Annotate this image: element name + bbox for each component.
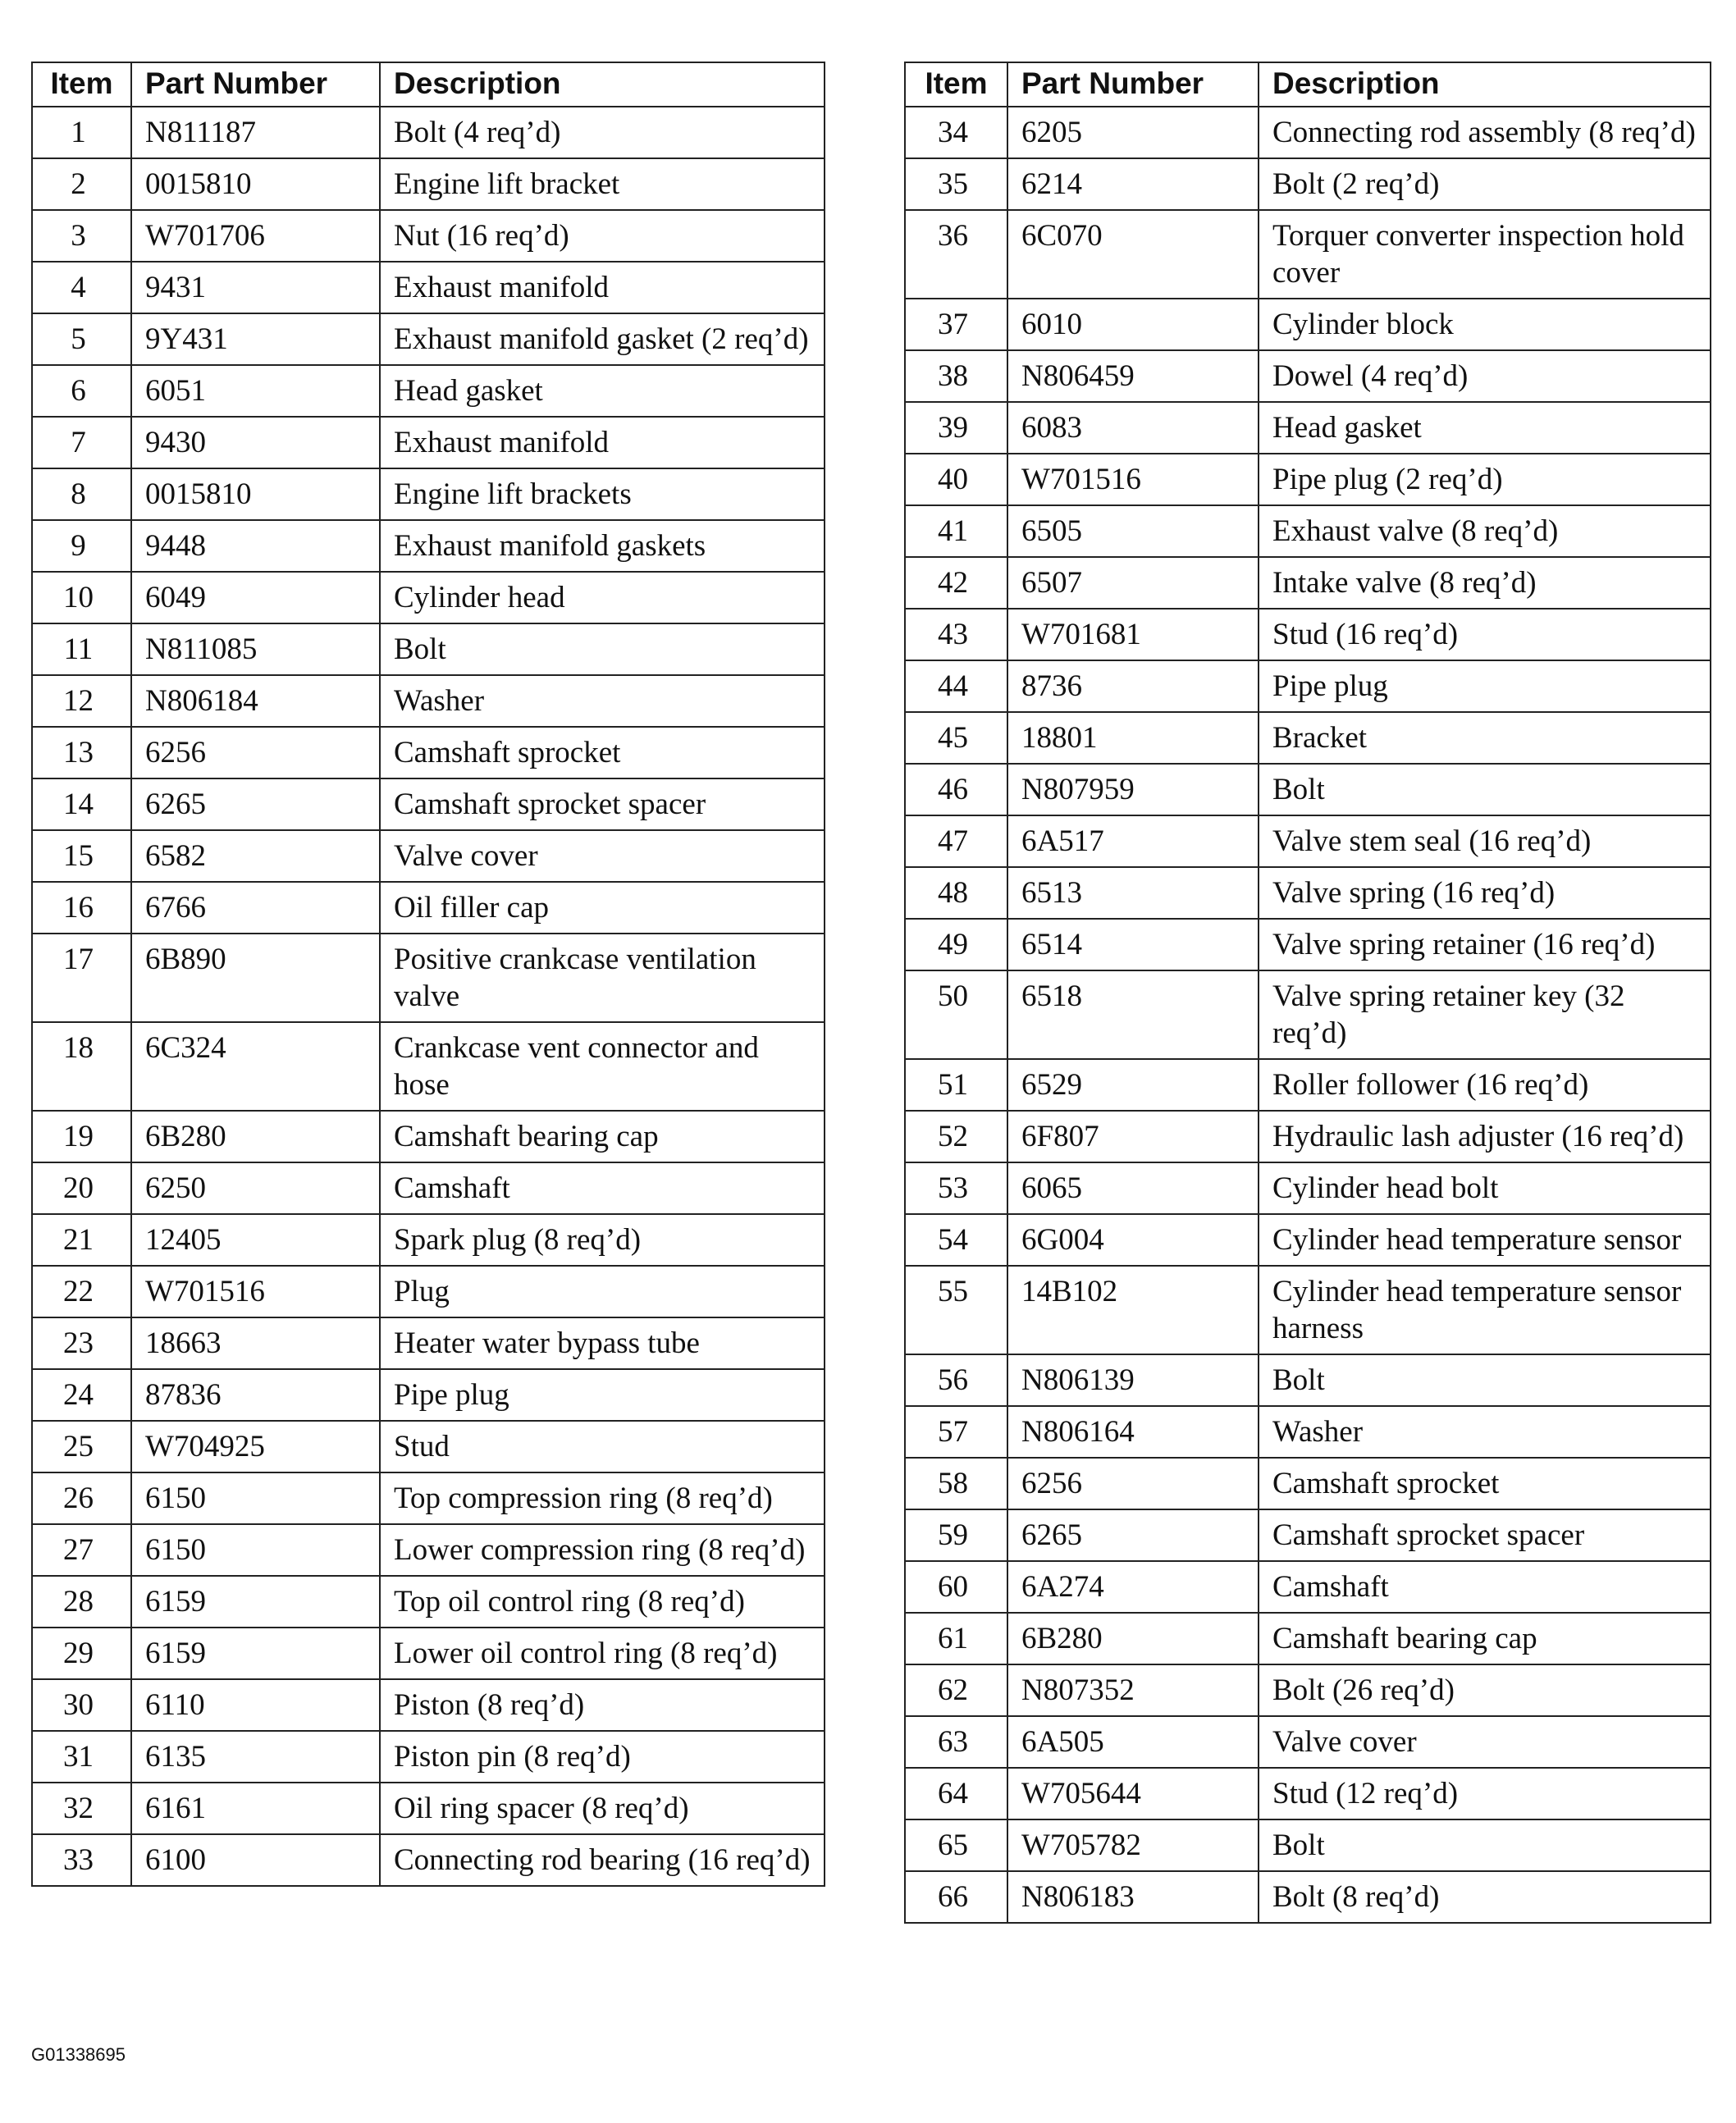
part-number-cell: 6G004: [1007, 1214, 1259, 1266]
part-number-cell: 6529: [1007, 1059, 1259, 1111]
item-cell: 45: [905, 712, 1007, 764]
item-cell: 18: [32, 1022, 131, 1111]
table-header-row: [32, 62, 825, 107]
table-row: [905, 210, 1711, 299]
part-number-cell: 6F807: [1007, 1111, 1259, 1162]
item-cell: 4: [32, 262, 131, 313]
item-cell: 30: [32, 1679, 131, 1731]
header-part-number: Part Number: [1007, 62, 1259, 107]
table-row: [32, 623, 825, 675]
item-cell: 17: [32, 934, 131, 1022]
table-row: [905, 1819, 1711, 1871]
item-cell: 33: [32, 1834, 131, 1886]
description-cell: Torquer converter inspection hold cover: [1259, 210, 1711, 299]
description-cell: Bolt (2 req’d): [1259, 158, 1711, 210]
table-row: [905, 1458, 1711, 1509]
description-cell: Stud (12 req’d): [1259, 1768, 1711, 1819]
part-number-cell: 6159: [131, 1628, 380, 1679]
table-row: [905, 350, 1711, 402]
table-row: [32, 727, 825, 778]
table-row: [905, 1509, 1711, 1561]
description-cell: Plug: [380, 1266, 825, 1317]
header-part-number: Part Number: [131, 62, 380, 107]
table-row: [32, 1524, 825, 1576]
description-cell: Valve cover: [1259, 1716, 1711, 1768]
description-cell: Camshaft sprocket spacer: [1259, 1509, 1711, 1561]
item-cell: 48: [905, 867, 1007, 919]
description-cell: Pipe plug: [380, 1369, 825, 1421]
description-cell: Oil ring spacer (8 req’d): [380, 1783, 825, 1834]
description-cell: Nut (16 req’d): [380, 210, 825, 262]
table-row: [905, 1664, 1711, 1716]
table-row: [905, 609, 1711, 660]
description-cell: Connecting rod assembly (8 req’d): [1259, 107, 1711, 158]
item-cell: 38: [905, 350, 1007, 402]
description-cell: Bolt: [380, 623, 825, 675]
item-cell: 10: [32, 572, 131, 623]
part-number-cell: 6159: [131, 1576, 380, 1628]
item-cell: 46: [905, 764, 1007, 815]
description-cell: Positive crankcase ventilation valve: [380, 934, 825, 1022]
part-number-cell: W701516: [131, 1266, 380, 1317]
description-cell: Camshaft sprocket: [1259, 1458, 1711, 1509]
item-cell: 36: [905, 210, 1007, 299]
item-cell: 9: [32, 520, 131, 572]
part-number-cell: 6161: [131, 1783, 380, 1834]
table-row: [905, 1354, 1711, 1406]
item-cell: 35: [905, 158, 1007, 210]
part-number-cell: 6514: [1007, 919, 1259, 970]
part-number-cell: 6265: [131, 778, 380, 830]
item-cell: 59: [905, 1509, 1007, 1561]
item-cell: 14: [32, 778, 131, 830]
part-number-cell: 18663: [131, 1317, 380, 1369]
description-cell: Camshaft bearing cap: [380, 1111, 825, 1162]
table-row: [32, 830, 825, 882]
part-number-cell: 6582: [131, 830, 380, 882]
part-number-cell: 12405: [131, 1214, 380, 1266]
table-row: [32, 1266, 825, 1317]
description-cell: Cylinder block: [1259, 299, 1711, 350]
table-row: [32, 675, 825, 727]
table-row: [32, 1576, 825, 1628]
table-row: [32, 365, 825, 417]
part-number-cell: 6256: [131, 727, 380, 778]
table-row: [905, 158, 1711, 210]
item-cell: 7: [32, 417, 131, 468]
description-cell: Exhaust manifold gasket (2 req’d): [380, 313, 825, 365]
description-cell: Connecting rod bearing (16 req’d): [380, 1834, 825, 1886]
part-number-cell: 6B280: [1007, 1613, 1259, 1664]
table-row: [905, 1214, 1711, 1266]
description-cell: Stud: [380, 1421, 825, 1472]
part-number-cell: 6A517: [1007, 815, 1259, 867]
part-number-cell: 6135: [131, 1731, 380, 1783]
part-number-cell: N806183: [1007, 1871, 1259, 1923]
table-row: [905, 1613, 1711, 1664]
part-number-cell: 6214: [1007, 158, 1259, 210]
part-number-cell: N806139: [1007, 1354, 1259, 1406]
part-number-cell: N806184: [131, 675, 380, 727]
table-row: [905, 815, 1711, 867]
table-row: [32, 158, 825, 210]
table-row: [32, 1679, 825, 1731]
item-cell: 54: [905, 1214, 1007, 1266]
part-number-cell: N807352: [1007, 1664, 1259, 1716]
description-cell: Head gasket: [1259, 402, 1711, 454]
table-row: [32, 417, 825, 468]
item-cell: 1: [32, 107, 131, 158]
description-cell: Camshaft sprocket spacer: [380, 778, 825, 830]
part-number-cell: W705644: [1007, 1768, 1259, 1819]
item-cell: 39: [905, 402, 1007, 454]
description-cell: Exhaust valve (8 req’d): [1259, 505, 1711, 557]
description-cell: Cylinder head temperature sensor: [1259, 1214, 1711, 1266]
table-row: [32, 934, 825, 1022]
description-cell: Camshaft: [1259, 1561, 1711, 1613]
description-cell: Bolt (8 req’d): [1259, 1871, 1711, 1923]
item-cell: 8: [32, 468, 131, 520]
part-number-cell: 6100: [131, 1834, 380, 1886]
description-cell: Exhaust manifold gaskets: [380, 520, 825, 572]
part-number-cell: 6051: [131, 365, 380, 417]
part-number-cell: 9430: [131, 417, 380, 468]
part-number-cell: N806459: [1007, 350, 1259, 402]
description-cell: Head gasket: [380, 365, 825, 417]
item-cell: 56: [905, 1354, 1007, 1406]
item-cell: 62: [905, 1664, 1007, 1716]
table-row: [905, 1561, 1711, 1613]
item-cell: 57: [905, 1406, 1007, 1458]
header-item: Item: [905, 62, 1007, 107]
table-row: [32, 520, 825, 572]
table-row: [905, 1406, 1711, 1458]
part-number-cell: 6C070: [1007, 210, 1259, 299]
table-row: [32, 1628, 825, 1679]
table-row: [905, 1768, 1711, 1819]
item-cell: 65: [905, 1819, 1007, 1871]
table-row: [32, 1111, 825, 1162]
part-number-cell: 6B280: [131, 1111, 380, 1162]
item-cell: 40: [905, 454, 1007, 505]
table-row: [905, 557, 1711, 609]
item-cell: 49: [905, 919, 1007, 970]
description-cell: Engine lift brackets: [380, 468, 825, 520]
table-row: [32, 1369, 825, 1421]
item-cell: 21: [32, 1214, 131, 1266]
part-number-cell: 6150: [131, 1524, 380, 1576]
table-row: [905, 1162, 1711, 1214]
part-number-cell: N806164: [1007, 1406, 1259, 1458]
table-row: [32, 107, 825, 158]
description-cell: Exhaust manifold: [380, 417, 825, 468]
table-row: [32, 1472, 825, 1524]
item-cell: 2: [32, 158, 131, 210]
description-cell: Cylinder head: [380, 572, 825, 623]
table-row: [905, 107, 1711, 158]
description-cell: Hydraulic lash adjuster (16 req’d): [1259, 1111, 1711, 1162]
parts-table-left: [31, 62, 825, 1887]
part-number-cell: 6505: [1007, 505, 1259, 557]
item-cell: 52: [905, 1111, 1007, 1162]
item-cell: 15: [32, 830, 131, 882]
table-row: [905, 970, 1711, 1059]
part-number-cell: 6265: [1007, 1509, 1259, 1561]
item-cell: 16: [32, 882, 131, 934]
table-row: [32, 1022, 825, 1111]
table-row: [905, 505, 1711, 557]
table-row: [905, 660, 1711, 712]
part-number-cell: 6B890: [131, 934, 380, 1022]
table-row: [905, 1716, 1711, 1768]
item-cell: 50: [905, 970, 1007, 1059]
item-cell: 51: [905, 1059, 1007, 1111]
item-cell: 34: [905, 107, 1007, 158]
part-number-cell: 6518: [1007, 970, 1259, 1059]
header-description: Description: [1259, 62, 1711, 107]
part-number-cell: 6A274: [1007, 1561, 1259, 1613]
table-body-left: [32, 107, 825, 1886]
part-number-cell: 6049: [131, 572, 380, 623]
item-cell: 47: [905, 815, 1007, 867]
part-number-cell: 6507: [1007, 557, 1259, 609]
header-item: Item: [32, 62, 131, 107]
part-number-cell: W704925: [131, 1421, 380, 1472]
part-number-cell: 6065: [1007, 1162, 1259, 1214]
item-cell: 31: [32, 1731, 131, 1783]
part-number-cell: W701681: [1007, 609, 1259, 660]
table-row: [32, 1317, 825, 1369]
item-cell: 43: [905, 609, 1007, 660]
part-number-cell: 6766: [131, 882, 380, 934]
part-number-cell: 6250: [131, 1162, 380, 1214]
header-description: Description: [380, 62, 825, 107]
part-number-cell: 9431: [131, 262, 380, 313]
part-number-cell: 6110: [131, 1679, 380, 1731]
table-row: [32, 1162, 825, 1214]
description-cell: Intake valve (8 req’d): [1259, 557, 1711, 609]
item-cell: 12: [32, 675, 131, 727]
part-number-cell: 8736: [1007, 660, 1259, 712]
table-row: [905, 299, 1711, 350]
part-number-cell: 87836: [131, 1369, 380, 1421]
table-row: [32, 210, 825, 262]
description-cell: Bolt (4 req’d): [380, 107, 825, 158]
table-row: [905, 1059, 1711, 1111]
part-number-cell: 6083: [1007, 402, 1259, 454]
part-number-cell: 14B102: [1007, 1266, 1259, 1354]
part-number-cell: W701706: [131, 210, 380, 262]
item-cell: 28: [32, 1576, 131, 1628]
table-row: [905, 764, 1711, 815]
item-cell: 19: [32, 1111, 131, 1162]
description-cell: Pipe plug (2 req’d): [1259, 454, 1711, 505]
item-cell: 32: [32, 1783, 131, 1834]
table-row: [905, 919, 1711, 970]
table-row: [905, 1266, 1711, 1354]
item-cell: 66: [905, 1871, 1007, 1923]
description-cell: Top oil control ring (8 req’d): [380, 1576, 825, 1628]
description-cell: Bolt: [1259, 1819, 1711, 1871]
description-cell: Valve spring retainer (16 req’d): [1259, 919, 1711, 970]
item-cell: 27: [32, 1524, 131, 1576]
description-cell: Exhaust manifold: [380, 262, 825, 313]
part-number-cell: 9Y431: [131, 313, 380, 365]
description-cell: Washer: [1259, 1406, 1711, 1458]
table-row: [905, 867, 1711, 919]
part-number-cell: 6513: [1007, 867, 1259, 919]
description-cell: Dowel (4 req’d): [1259, 350, 1711, 402]
item-cell: 63: [905, 1716, 1007, 1768]
item-cell: 5: [32, 313, 131, 365]
item-cell: 58: [905, 1458, 1007, 1509]
description-cell: Lower oil control ring (8 req’d): [380, 1628, 825, 1679]
part-number-cell: 6010: [1007, 299, 1259, 350]
item-cell: 11: [32, 623, 131, 675]
table-header-row: [905, 62, 1711, 107]
part-number-cell: N807959: [1007, 764, 1259, 815]
table-row: [32, 1214, 825, 1266]
description-cell: Bolt (26 req’d): [1259, 1664, 1711, 1716]
item-cell: 24: [32, 1369, 131, 1421]
figure-id: G01338695: [31, 2044, 126, 2065]
part-number-cell: 0015810: [131, 468, 380, 520]
part-number-cell: 6A505: [1007, 1716, 1259, 1768]
table-row: [32, 1834, 825, 1886]
description-cell: Camshaft sprocket: [380, 727, 825, 778]
part-number-cell: 9448: [131, 520, 380, 572]
item-cell: 55: [905, 1266, 1007, 1354]
item-cell: 44: [905, 660, 1007, 712]
table-row: [32, 1783, 825, 1834]
item-cell: 42: [905, 557, 1007, 609]
item-cell: 22: [32, 1266, 131, 1317]
description-cell: Oil filler cap: [380, 882, 825, 934]
item-cell: 6: [32, 365, 131, 417]
description-cell: Camshaft bearing cap: [1259, 1613, 1711, 1664]
table-row: [905, 712, 1711, 764]
description-cell: Valve spring (16 req’d): [1259, 867, 1711, 919]
item-cell: 13: [32, 727, 131, 778]
description-cell: Heater water bypass tube: [380, 1317, 825, 1369]
item-cell: 60: [905, 1561, 1007, 1613]
item-cell: 25: [32, 1421, 131, 1472]
table-row: [32, 572, 825, 623]
item-cell: 20: [32, 1162, 131, 1214]
description-cell: Stud (16 req’d): [1259, 609, 1711, 660]
description-cell: Washer: [380, 675, 825, 727]
part-number-cell: N811187: [131, 107, 380, 158]
description-cell: Piston (8 req’d): [380, 1679, 825, 1731]
description-cell: Bolt: [1259, 764, 1711, 815]
description-cell: Camshaft: [380, 1162, 825, 1214]
description-cell: Bolt: [1259, 1354, 1711, 1406]
item-cell: 23: [32, 1317, 131, 1369]
description-cell: Cylinder head temperature sensor harness: [1259, 1266, 1711, 1354]
description-cell: Piston pin (8 req’d): [380, 1731, 825, 1783]
description-cell: Top compression ring (8 req’d): [380, 1472, 825, 1524]
part-number-cell: 6C324: [131, 1022, 380, 1111]
table-row: [905, 454, 1711, 505]
part-number-cell: 18801: [1007, 712, 1259, 764]
table-row: [32, 882, 825, 934]
table-row: [905, 402, 1711, 454]
table-row: [32, 1731, 825, 1783]
item-cell: 61: [905, 1613, 1007, 1664]
table-row: [32, 313, 825, 365]
item-cell: 26: [32, 1472, 131, 1524]
table-row: [32, 468, 825, 520]
table-row: [32, 1421, 825, 1472]
item-cell: 41: [905, 505, 1007, 557]
item-cell: 37: [905, 299, 1007, 350]
description-cell: Bracket: [1259, 712, 1711, 764]
table-row: [32, 262, 825, 313]
part-number-cell: N811085: [131, 623, 380, 675]
part-number-cell: W705782: [1007, 1819, 1259, 1871]
description-cell: Pipe plug: [1259, 660, 1711, 712]
parts-table-right: [904, 62, 1711, 1924]
description-cell: Valve spring retainer key (32 req’d): [1259, 970, 1711, 1059]
description-cell: Engine lift bracket: [380, 158, 825, 210]
part-number-cell: 6205: [1007, 107, 1259, 158]
description-cell: Lower compression ring (8 req’d): [380, 1524, 825, 1576]
table-row: [32, 778, 825, 830]
part-number-cell: 6256: [1007, 1458, 1259, 1509]
part-number-cell: W701516: [1007, 454, 1259, 505]
item-cell: 64: [905, 1768, 1007, 1819]
description-cell: Roller follower (16 req’d): [1259, 1059, 1711, 1111]
description-cell: Valve stem seal (16 req’d): [1259, 815, 1711, 867]
table-body-right: [905, 107, 1711, 1923]
part-number-cell: 0015810: [131, 158, 380, 210]
table-row: [905, 1871, 1711, 1923]
item-cell: 3: [32, 210, 131, 262]
item-cell: 29: [32, 1628, 131, 1679]
part-number-cell: 6150: [131, 1472, 380, 1524]
description-cell: Cylinder head bolt: [1259, 1162, 1711, 1214]
description-cell: Spark plug (8 req’d): [380, 1214, 825, 1266]
description-cell: Crankcase vent connector and hose: [380, 1022, 825, 1111]
table-row: [905, 1111, 1711, 1162]
item-cell: 53: [905, 1162, 1007, 1214]
description-cell: Valve cover: [380, 830, 825, 882]
